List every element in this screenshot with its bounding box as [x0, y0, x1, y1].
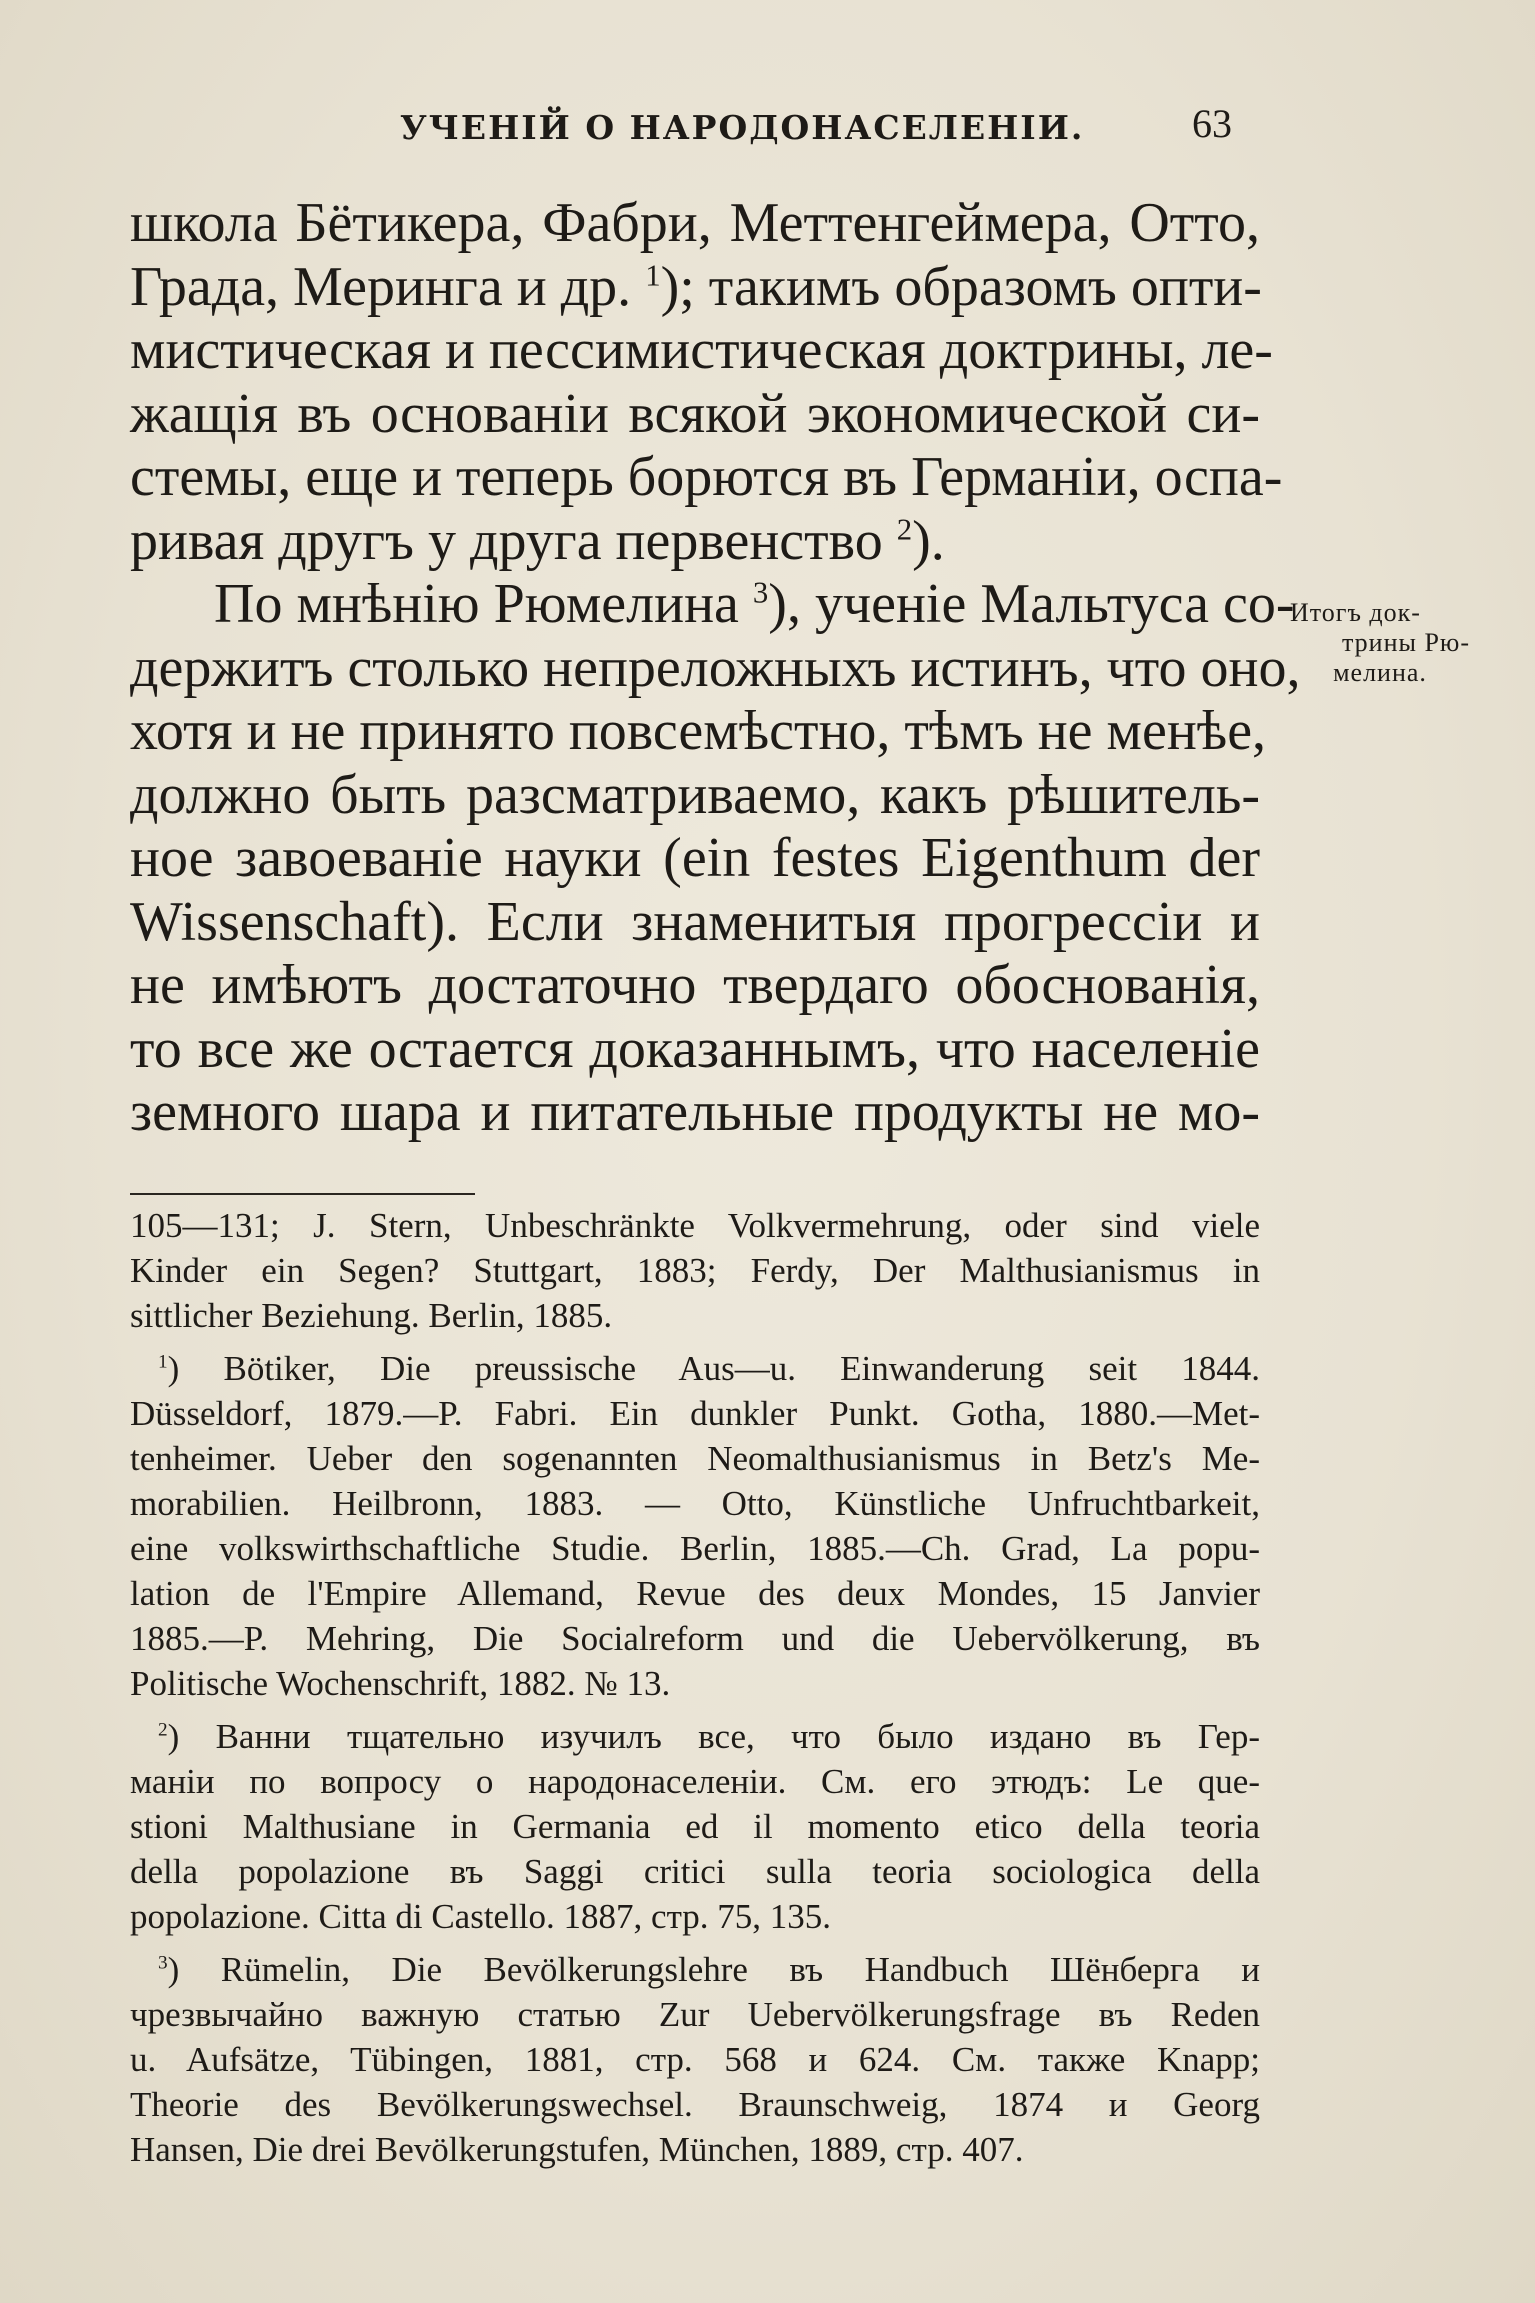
text-line: Wissenschaft). Если знаменитыя прогрессіи и [130, 890, 1260, 953]
footnote-marker: 2 [158, 1719, 168, 1741]
footnote-line: Hansen, Die drei Bevölkerungstufen, München, 1889, стр. 407. [130, 2130, 1024, 2169]
footnote-line: u. Aufsätze, Tübingen, 1881, стр. 568 и 624. См. также Knapp; [130, 2040, 1260, 2079]
footnote-line: della popolazione въ Saggi critici sulla teoria sociologica della [130, 1852, 1260, 1891]
footnote-marker: 1 [158, 1351, 168, 1373]
footnote-line: Theorie des Bevölkerungswechsel. Braunschweig, 1874 и Georg [130, 2085, 1260, 2124]
text-fragment: Града, Меринга и др. [130, 255, 632, 318]
text-line: то все же остается доказаннымъ, что населеніе [130, 1017, 1260, 1080]
footnote-rule [130, 1193, 475, 1195]
footnote-line [130, 1947, 1260, 1992]
footnote-2 [130, 1714, 1260, 1939]
text-line [130, 256, 1260, 320]
text-line [130, 573, 1295, 637]
footnote-ref-1: 1 [645, 257, 661, 292]
text-line: ное завоеваніе науки (ein festes Eigenthum der [130, 827, 1260, 889]
footnote-line: popolazione. Citta di Castello. 1887, стр. 75, 135. [130, 1897, 832, 1936]
footnote-line: маніи по вопросу о народонаселеніи. См. его этюдъ: Le que- [130, 1762, 1260, 1801]
running-head: УЧЕНІЙ О НАРОДОНАСЕЛЕНІИ. [400, 108, 1085, 147]
footnote-line: Düsseldorf, 1879.—P. Fabri. Ein dunkler Punkt. Gotha, 1880.—Met- [130, 1394, 1260, 1433]
text-line: школа Бётикера, Фабри, Меттенгеймера, Отто, [130, 192, 1260, 254]
text-fragment: ); такимъ образомъ опти- [660, 255, 1262, 318]
footnote-line: lation de l'Empire Allemand, Revue des deux Mondes, 15 Janvier [130, 1574, 1260, 1613]
margin-note-line: трины Рю- [1341, 628, 1470, 657]
text-fragment: ривая другъ у друга первенство [130, 509, 883, 572]
footnote-ref-3: 3 [752, 575, 769, 610]
paragraph-1 [130, 192, 1283, 573]
text-line: стемы, еще и теперь борются въ Германіи, оспа- [130, 446, 1283, 508]
text-line: мистическая и пессимистическая доктрины, ле- [130, 319, 1273, 381]
footnote-line: stioni Malthusiane in Germania ed il momento etico della teoria [130, 1807, 1260, 1846]
margin-note-line: мелина. [1333, 658, 1427, 687]
footnote-line: Politische Wochenschrift, 1882. № 13. [130, 1664, 671, 1703]
text-fragment: ), ученіе Мальтуса со- [768, 573, 1295, 635]
text-fragment: По мнѣнію Рюмелина [214, 573, 739, 635]
text-line [130, 510, 1260, 574]
footnote-line: sittlicher Beziehung. Berlin, 1885. [130, 1296, 613, 1335]
text-line: держитъ столько непреложныхъ истинъ, что оно, [130, 636, 1301, 699]
footnote-1 [130, 1346, 1260, 1706]
text-fragment: ) Ванни тщательно изучилъ все, что было издано въ Гер- [167, 1717, 1260, 1756]
footnote-line: eine volkswirthschaftliche Studie. Berlin, 1885.—Ch. Grad, La popu- [130, 1529, 1260, 1568]
text-line: земного шара и питательные продукты не мо- [130, 1081, 1260, 1143]
footnote-line: 105—131; J. Stern, Unbeschränkte Volkvermehrung, oder sind viele [130, 1206, 1260, 1245]
footnote-line: morabilien. Heilbronn, 1883. — Otto, Künstliche Unfruchtbarkeit, [130, 1484, 1260, 1523]
text-fragment: ) Rümelin, Die Bevölkerungslehre въ Handbuch Шёнберга и [167, 1950, 1260, 1989]
footnote-line: чрезвычайно важную статью Zur Uebervölkerungsfrage въ Reden [130, 1995, 1260, 2034]
footnote-line: 1885.—P. Mehring, Die Socialreform und die Uebervölkerung, въ [130, 1619, 1260, 1658]
footnote-line: Kinder ein Segen? Stuttgart, 1883; Ferdy, Der Malthusianismus in [130, 1251, 1260, 1290]
text-line: жащія въ основаніи всякой экономической си- [130, 382, 1260, 445]
paragraph-2 [130, 573, 1301, 1145]
footnotes [130, 1203, 1260, 2180]
text-fragment: ) Bötiker, Die preussische Aus—u. Einwanderung seit 1844. [167, 1349, 1260, 1388]
margin-note [1290, 598, 1470, 688]
text-line: хотя и не принято повсемѣстно, тѣмъ не менѣе, [130, 700, 1267, 762]
main-text [130, 192, 1301, 1145]
text-fragment: ). [912, 509, 945, 572]
footnote-marker: 3 [158, 1952, 168, 1974]
footnote-line: tenheimer. Ueber den sogenannten Neomalthusianismus in Betz's Me- [130, 1439, 1260, 1478]
footnote-line [130, 1714, 1260, 1759]
text-line: должно быть разсматриваемо, какъ рѣшитель- [130, 763, 1260, 826]
footnote-continuation [130, 1203, 1260, 1338]
text-line: не имѣютъ достаточно твердаго обоснованія, [130, 954, 1260, 1016]
footnote-3 [130, 1947, 1260, 2172]
footnote-line [130, 1346, 1260, 1391]
footnote-ref-2: 2 [896, 511, 913, 546]
margin-note-line: Итогъ док- [1290, 598, 1421, 627]
page-number: 63 [1192, 101, 1232, 146]
